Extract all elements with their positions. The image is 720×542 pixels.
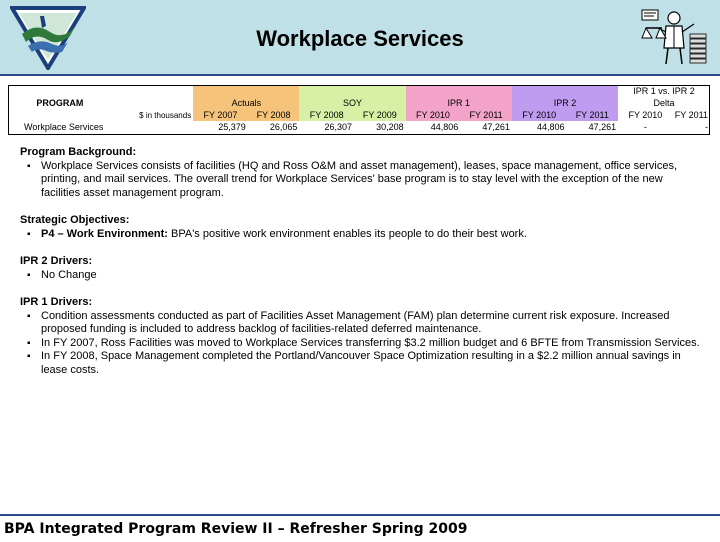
year-header: FY 2010 xyxy=(512,109,567,121)
bullet-list xyxy=(20,228,700,242)
page-title: Workplace Services xyxy=(256,26,464,51)
section-heading: Strategic Objectives: xyxy=(20,214,130,226)
soy-header: SOY xyxy=(299,97,405,109)
slide-header xyxy=(0,0,720,76)
table-cell: 25,379 xyxy=(218,122,246,132)
year-header: FY 2008 xyxy=(299,109,354,121)
objective-label: P4 – Work Environment: xyxy=(41,227,168,240)
table-cell: 47,261 xyxy=(588,122,617,132)
year-header: FY 2010 xyxy=(628,110,663,120)
year-header: FY 2010 xyxy=(406,109,461,121)
table-cell: 26,065 xyxy=(269,122,298,132)
slide-footer xyxy=(0,514,720,542)
delta-header-line2: Delta xyxy=(653,98,675,108)
units-label: $ in thousands xyxy=(139,110,192,120)
table-year-row xyxy=(8,109,710,121)
businessman-scale-icon xyxy=(638,4,712,70)
year-header: FY 2007 xyxy=(193,109,248,121)
table-cell: 47,261 xyxy=(482,122,510,132)
bullet-list xyxy=(20,269,700,283)
section-heading: IPR 2 Drivers: xyxy=(20,255,93,267)
bullet-list xyxy=(20,160,700,201)
program-header: PROGRAM xyxy=(36,98,84,108)
table-cell: 44,806 xyxy=(536,122,565,132)
table-group-row-2 xyxy=(8,97,710,109)
year-header: FY 2011 xyxy=(566,109,618,121)
objective-text: BPA's positive work environment enables its people to do their best work. xyxy=(167,227,527,240)
section-heading: Program Background: xyxy=(20,146,137,158)
ipr2-header: IPR 2 xyxy=(512,97,618,109)
year-header: FY 2009 xyxy=(354,109,406,121)
bullet-list xyxy=(20,310,700,378)
bullet-item: ▪ Condition assessments conducted as part of Facilities Asset Management (FAM) plan determine current risk exposure. Increased proposed funding is included to address backlog of facilities-related deferred maintenance. xyxy=(41,310,700,337)
ipr1-header: IPR 1 xyxy=(406,97,512,109)
bullet-item: ▪ In FY 2008, Space Management completed the Portland/Vancouver Space Optimization resulting in a $2.2 million annual savings in lease costs. xyxy=(41,350,700,377)
table-group-row-1 xyxy=(8,85,710,97)
bullet-item xyxy=(41,228,700,242)
table-cell: - xyxy=(643,122,647,132)
delta-header-line1: IPR 1 vs. IPR 2 xyxy=(633,86,695,96)
year-header: FY 2008 xyxy=(248,109,300,121)
year-header: FY 2011 xyxy=(460,109,512,121)
table-row xyxy=(8,121,710,133)
year-header: FY 2011 xyxy=(674,110,708,120)
table-cell: - xyxy=(705,122,708,132)
footer-text: BPA Integrated Program Review II – Refresher Spring 2009 xyxy=(4,521,468,537)
bullet-item: ▪ In FY 2007, Ross Facilities was moved to Workplace Services transferring $3.2 million budget and 6 BFTE from Transmission Services. xyxy=(41,337,700,351)
program-funding-table xyxy=(8,85,710,133)
table-cell: 44,806 xyxy=(430,122,459,132)
table-cell: 30,208 xyxy=(376,122,404,132)
table-cell: 26,307 xyxy=(324,122,353,132)
actuals-header: Actuals xyxy=(193,97,299,109)
slide-body xyxy=(20,146,700,377)
row-program-name: Workplace Services xyxy=(24,122,104,132)
section-heading: IPR 1 Drivers: xyxy=(20,296,93,308)
bullet-item: ▪ Workplace Services consists of facilities (HQ and Ross O&M and asset management), leases, space management, office services, printing, and mail services. The overall trend for Workplace Services' base program is to stay level with the exception of the new facilities asset management program. xyxy=(41,160,700,201)
bullet-item: ▪ No Change xyxy=(41,269,700,283)
